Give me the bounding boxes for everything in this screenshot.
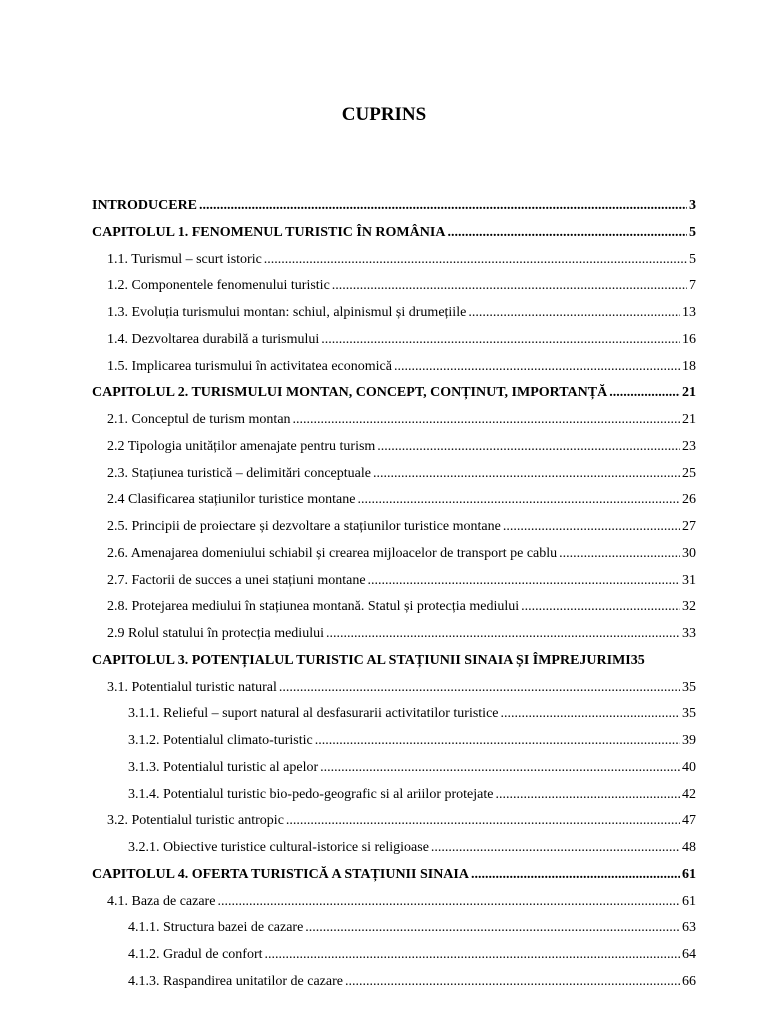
toc-page-number: 61 <box>682 893 696 909</box>
toc-entry[interactable] <box>92 332 696 359</box>
toc-dot-leader <box>468 305 680 321</box>
toc-page-number: 63 <box>682 920 696 936</box>
toc-page-number: 16 <box>682 331 696 347</box>
toc-entry[interactable] <box>92 787 696 814</box>
toc-entry-label: 3.2. Potentialul turistic antropic <box>107 813 284 829</box>
toc-entry-label: CAPITOLUL 4. OFERTA TURISTICĂ A STAȚIUNII SINAIA <box>92 866 469 882</box>
page-title: CUPRINS <box>341 104 427 125</box>
toc-page-number: 5 <box>689 251 696 267</box>
toc-page-number: 61 <box>682 866 696 882</box>
toc-page-number: 40 <box>682 759 696 775</box>
toc-dot-leader <box>286 813 680 829</box>
toc-entry[interactable] <box>92 706 696 733</box>
toc-page-number: 42 <box>682 786 696 802</box>
toc-entry[interactable] <box>92 492 696 519</box>
toc-entry[interactable] <box>92 599 696 626</box>
toc-entry[interactable] <box>92 920 696 947</box>
toc-chapter-entry[interactable] <box>92 225 696 252</box>
toc-entry[interactable] <box>92 252 696 279</box>
toc-entry[interactable] <box>92 947 696 974</box>
toc-entry[interactable] <box>92 305 696 332</box>
toc-dot-leader <box>279 680 680 696</box>
toc-page-number: 39 <box>682 733 696 748</box>
toc-page-number: 21 <box>682 412 696 427</box>
toc-dot-leader <box>265 947 680 963</box>
toc-dot-leader <box>368 573 680 589</box>
toc-dot-leader <box>503 519 680 535</box>
toc-page-number: 35 <box>682 679 696 695</box>
toc-dot-leader <box>293 412 680 428</box>
toc-entry-label: CAPITOLUL 1. FENOMENUL TURISTIC ÎN ROMÂNIA <box>92 224 446 240</box>
toc-dot-leader <box>217 894 680 910</box>
toc-entry-label: 1.3. Evoluția turismului montan: schiul, alpinismul și drumețiile <box>107 305 467 320</box>
toc-page-number: 21 <box>682 385 696 401</box>
toc-entry[interactable] <box>92 546 696 573</box>
toc-dot-leader <box>447 225 687 241</box>
toc-entry[interactable] <box>92 573 696 600</box>
toc-page-number: 35 <box>682 706 696 722</box>
toc-entry-label: 2.4 Clasificarea stațiunilor turistice montane <box>107 492 356 508</box>
toc-entry[interactable] <box>92 278 696 305</box>
toc-dot-leader <box>521 599 680 615</box>
toc-entry[interactable] <box>92 894 696 921</box>
toc-dot-leader <box>431 840 680 856</box>
toc-entry-label: 2.8. Protejarea mediului în stațiunea montană. Statul și protecția mediului <box>107 599 520 615</box>
toc-entry[interactable] <box>92 840 696 867</box>
toc-entry-label: 2.5. Principii de proiectare și dezvoltare a stațiunilor turistice montane <box>107 519 501 534</box>
toc-page-number: 25 <box>682 465 696 481</box>
toc-entry-label: INTRODUCERE <box>92 198 198 213</box>
toc-page-number: 64 <box>682 947 696 962</box>
toc-page-number: 32 <box>682 599 696 615</box>
toc-dot-leader <box>264 252 687 268</box>
toc-entry[interactable] <box>92 733 696 760</box>
toc-entry-label: 4.1.2. Gradul de confort <box>128 947 263 962</box>
toc-dot-leader <box>377 439 680 455</box>
toc-page-number: 18 <box>682 358 696 374</box>
toc-page-number: 3 <box>689 198 696 213</box>
toc-dot-leader <box>394 359 680 375</box>
toc-entry-label: 3.1.3. Potentialul turistic al apelor <box>128 759 319 775</box>
toc-entry-label: 4.1. Baza de cazare <box>107 893 216 909</box>
toc-entry-label: 2.6. Amenajarea domeniului schiabil și crearea mijloacelor de transport pe cablu <box>107 545 558 561</box>
toc-chapter-entry[interactable] <box>92 867 696 894</box>
toc-page-number: 5 <box>689 224 696 240</box>
toc-page-number: 35 <box>630 652 645 668</box>
toc-entry-label: 1.2. Componentele fenomenului turistic <box>107 278 330 294</box>
toc-dot-leader <box>326 626 680 642</box>
toc-page-number: 30 <box>682 545 696 561</box>
toc-entry[interactable] <box>92 760 696 787</box>
toc-entry-label: CAPITOLUL 3. POTENȚIALUL TURISTIC AL STAȚIUNII SINAIA ȘI ÎMPREJURIMI <box>92 652 631 668</box>
toc-entry[interactable] <box>92 359 696 386</box>
toc-dot-leader <box>320 760 680 776</box>
toc-dot-leader <box>357 492 680 508</box>
toc-entry-label: 2.2 Tipologia unităților amenajate pentru turism <box>107 438 376 454</box>
toc-dot-leader <box>305 920 680 936</box>
toc-dot-leader <box>373 466 680 482</box>
toc-chapter-entry[interactable] <box>92 198 696 225</box>
toc-entry-label: 1.5. Implicarea turismului în activitatea economică <box>107 358 392 374</box>
toc-entry-label: 3.1.4. Potentialul turistic bio-pedo-geografic si al ariilor protejate <box>128 786 494 802</box>
toc-dot-leader <box>345 974 680 990</box>
toc-entry-label: 1.4. Dezvoltarea durabilă a turismului <box>107 331 320 347</box>
toc-entry-label: 3.2.1. Obiective turistice cultural-istorice si religioase <box>128 840 429 855</box>
toc-entry[interactable] <box>92 813 696 840</box>
table-of-contents <box>92 198 696 1001</box>
toc-page-number: 7 <box>689 278 696 294</box>
toc-dot-leader <box>559 546 680 562</box>
toc-dot-leader <box>471 867 680 883</box>
toc-dot-leader <box>495 787 680 803</box>
toc-entry[interactable] <box>92 626 696 653</box>
toc-chapter-entry[interactable] <box>92 385 696 412</box>
toc-page-number: 23 <box>682 438 696 454</box>
toc-page-number: 13 <box>682 305 696 320</box>
toc-page-number: 31 <box>682 572 696 588</box>
toc-entry[interactable] <box>92 974 696 1001</box>
toc-entry[interactable] <box>92 439 696 466</box>
toc-entry-label: 3.1.2. Potentialul climato-turistic <box>128 733 313 748</box>
toc-entry-label: 2.1. Conceptul de turism montan <box>107 412 291 427</box>
toc-entry-label: 4.1.1. Structura bazei de cazare <box>128 920 304 936</box>
toc-entry-label: 2.9 Rolul statului în protecția mediului <box>107 626 324 641</box>
toc-entry-label: 4.1.3. Raspandirea unitatilor de cazare <box>128 973 343 989</box>
toc-dot-leader <box>501 706 680 722</box>
toc-dot-leader <box>321 332 680 348</box>
toc-entry[interactable] <box>92 680 696 707</box>
toc-entry-label: 2.7. Factorii de succes a unei stațiuni montane <box>107 572 366 588</box>
toc-entry[interactable] <box>92 412 696 439</box>
toc-entry[interactable] <box>92 466 696 493</box>
toc-page-number: 33 <box>682 626 696 641</box>
toc-dot-leader <box>315 733 680 749</box>
toc-entry-label: 3.1. Potentialul turistic natural <box>107 679 277 695</box>
toc-entry-label: CAPITOLUL 2. TURISMULUI MONTAN, CONCEPT, CONȚINUT, IMPORTANȚĂ <box>92 385 608 401</box>
toc-page-number: 48 <box>682 840 696 855</box>
toc-page-number: 26 <box>682 492 696 508</box>
toc-page-number: 47 <box>682 813 696 829</box>
toc-chapter-entry[interactable] <box>92 653 696 680</box>
toc-entry-label: 3.1.1. Relieful – suport natural al desfasurarii activitatilor turistice <box>128 706 499 722</box>
toc-page-number: 27 <box>682 519 696 534</box>
toc-entry-label: 1.1. Turismul – scurt istoric <box>107 251 262 267</box>
toc-dot-leader <box>332 278 687 294</box>
toc-dot-leader <box>199 198 687 214</box>
toc-dot-leader <box>609 385 680 401</box>
toc-entry[interactable] <box>92 519 696 546</box>
toc-entry-label: 2.3. Stațiunea turistică – delimitări conceptuale <box>107 465 371 481</box>
toc-page-number: 66 <box>682 973 696 989</box>
